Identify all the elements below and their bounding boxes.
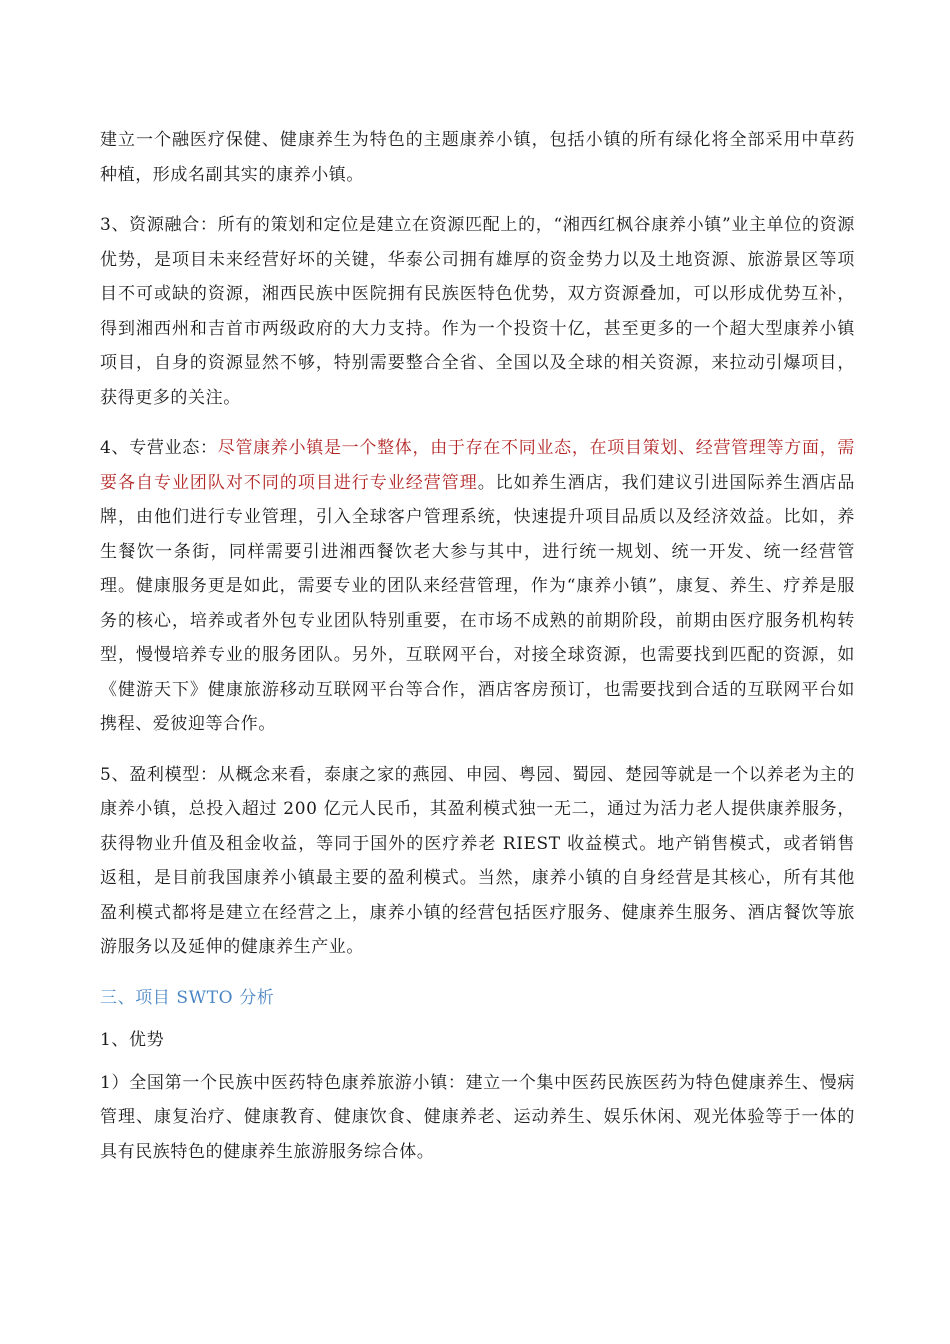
paragraph-specialized-operations — [100, 431, 855, 742]
paragraph-prefix: 4、专营业态： — [100, 438, 218, 458]
document-body — [100, 123, 855, 1169]
paragraph-intro: 建立一个融医疗保健、健康养生为特色的主题康养小镇，包括小镇的所有绿化将全部采用中草药种植，形成名副其实的康养小镇。 — [100, 130, 855, 185]
paragraph-advantage-1: 1）全国第一个民族中医药特色康养旅游小镇：建立一个集中医药民族医药为特色健康养生、慢病管理、康复治疗、健康教育、健康饮食、健康养老、运动养生、娱乐休闲、观光体验等于一体的具有民族特色的健康养生旅游服务综合体。 — [100, 1072, 855, 1162]
section-heading: 三、项目 SWTO 分析 — [100, 987, 275, 1008]
subheading-advantages: 1、优势 — [100, 1030, 165, 1050]
paragraph-rest: 。比如养生酒店，我们建议引进国际养生酒店品牌，由他们进行专业管理，引入全球客户管理系统，快速提升项目品质以及经济效益。比如，养生餐饮一条街，同样需要引进湘西餐饮老大参与其中，进行统一规划、统一开发、统一经营管理。健康服务更是如此，需要专业的团队来经营管理，作为“康养小镇”，康复、养生、疗养是服务的核心，培养或者外包专业团队特别重要，在市场不成熟的前期阶段，前期由医疗服务机构转型，慢慢培养专业的服务团队。另外，互联网平台，对接全球资源，也需要找到匹配的资源，如《健游天下》健康旅游移动互联网平台等合作，酒店客房预订，也需要找到合适的互联网平台如携程、爱彼迎等合作。 — [100, 472, 855, 734]
paragraph-profit-model: 5、盈利模型：从概念来看，泰康之家的燕园、申园、粤园、蜀园、楚园等就是一个以养老为主的康养小镇，总投入超过 200 亿元人民币，其盈利模式独一无二，通过为活力老人提供康养服务，获得物业升值及租金收益，等同于国外的医疗养老 RIEST 收益模式。地产销售模式，或者销售返租，是目前我国康养小镇最主要的盈利模式。当然，康养小镇的自身经营是其核心，所有其他盈利模式都将是建立在经营之上，康养小镇的经营包括医疗服务、健康养生服务、酒店餐饮等旅游服务以及延伸的健康养生产业。 — [100, 764, 855, 957]
emphasized-text: 尽管康养小镇是一个整体，由于存在不同业态，在项目策划、经营管理等方面，需要各自专业团队对不同的项目进行专业经营管理 — [100, 438, 855, 493]
paragraph-resource-integration: 3、资源融合：所有的策划和定位是建立在资源匹配上的，“湘西红枫谷康养小镇”业主单位的资源优势，是项目未来经营好坏的关键，华泰公司拥有雄厚的资金势力以及土地资源、旅游景区等项目不可或缺的资源，湘西民族中医院拥有民族医特色优势，双方资源叠加，可以形成优势互补，得到湘西州和吉首市两级政府的大力支持。作为一个投资十亿，甚至更多的一个超大型康养小镇项目，自身的资源显然不够，特别需要整合全省、全国以及全球的相关资源，来拉动引爆项目，获得更多的关注。 — [100, 215, 855, 408]
